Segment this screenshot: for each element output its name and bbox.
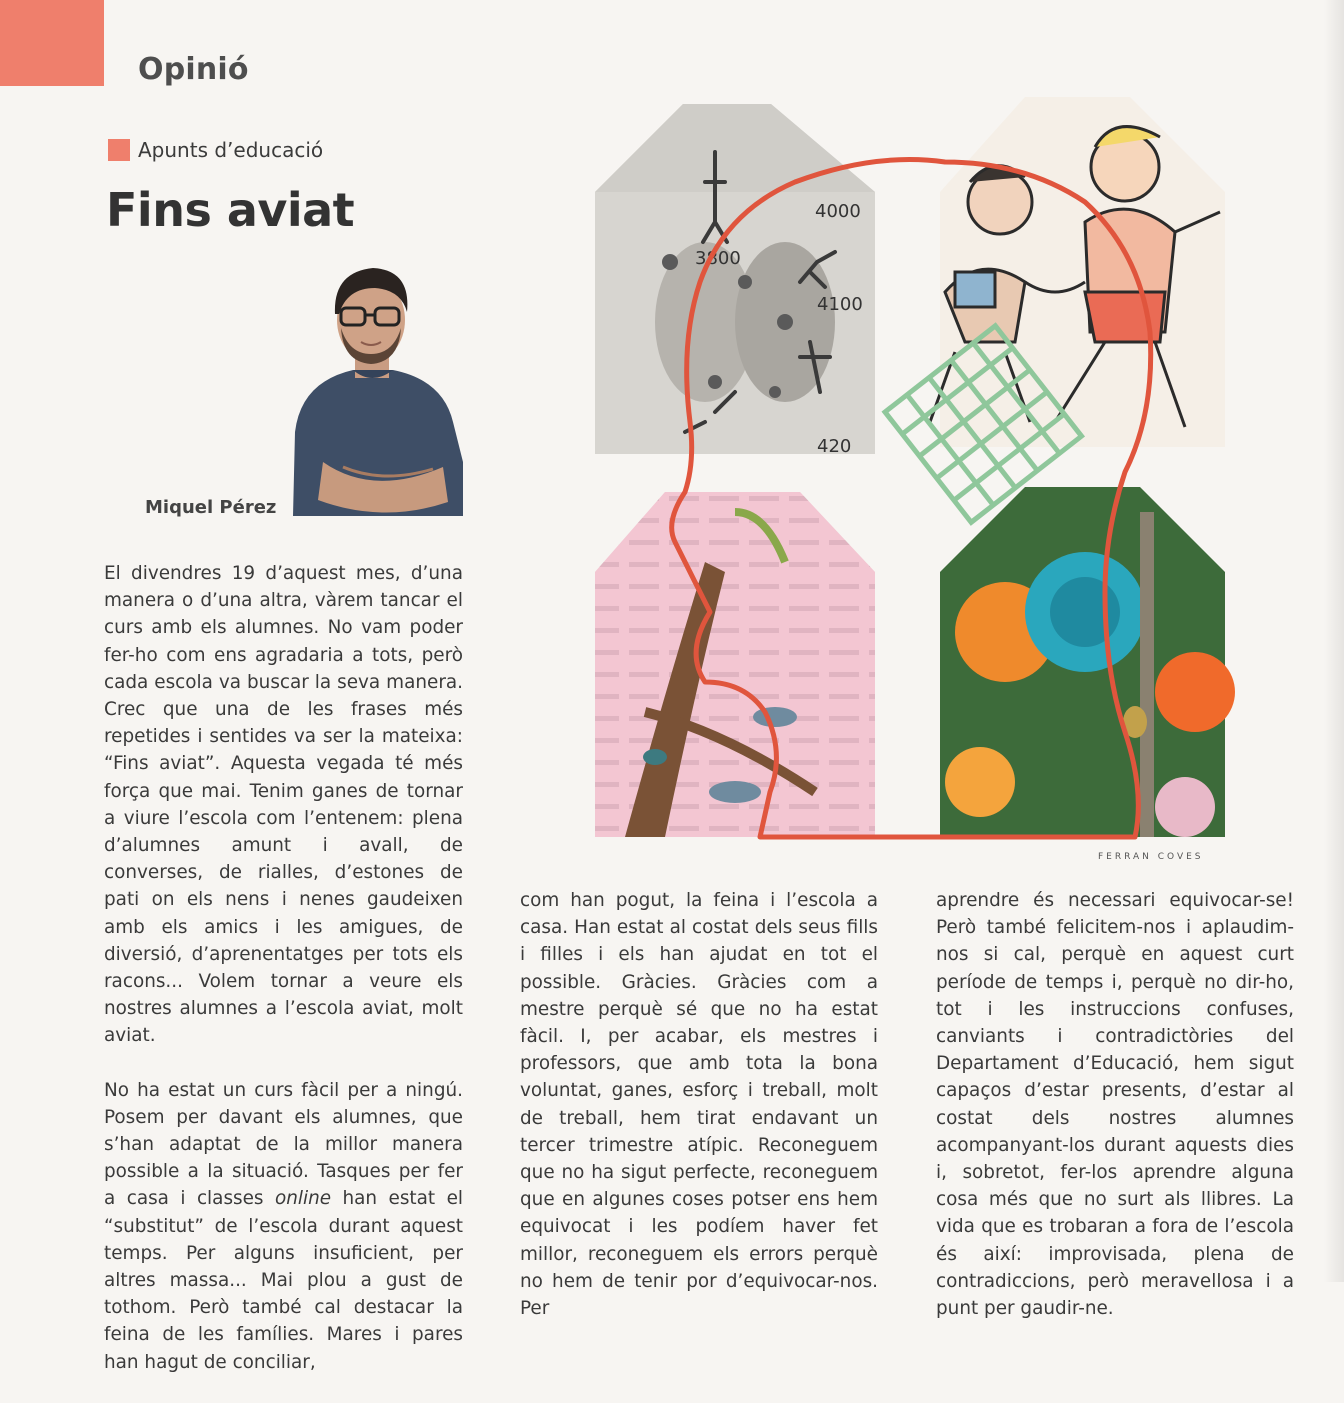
page-edge-shadow: [1324, 0, 1344, 1282]
paragraph-3: com han pogut, la feina i l’escola a casa. Han estat al costat dels seus fills i filles i els han ajudat en tot el possible. Gràcies. Gràcies com a mestre perquè sé que no ha estat fàcil. I, per acabar, els mestres i professors, que amb tota la bona voluntat, ganes, esforç i treball, molt de treball, hem tirat endavant un tercer trimestre atípic. Reconeguem que no ha sigut perfecte, reconeguem que en algunes coses potser ens hem equivocat i les podíem haver fet millor, reconeguem els errors perquè no hem de tenir por d’equivocar-nos. Per: [520, 890, 878, 1320]
paragraph-2-part-a: No ha estat un curs fàcil per a ningú. Posem per davant els alumnes, que s’han adaptat de la millor manera possible a la situació. Tasques per fer a casa i classes: [104, 1079, 463, 1210]
illustration-credit: FERRAN COVES: [1098, 852, 1204, 862]
stamp-value-2: 3800: [695, 248, 741, 269]
section-tab: [0, 0, 104, 86]
paragraph-2-emphasis: online: [274, 1188, 332, 1210]
stamp-value-3: 4100: [817, 294, 863, 315]
author-name: Miquel Pérez: [145, 497, 277, 518]
collage-illustration: [585, 92, 1245, 852]
paragraph-4: aprendre és necessari equivocar-se! Però també felicitem-nos i aplaudim-nos si cal, perquè en aquest curt període de temps i, perquè no dir-ho, tot i les instruccions confuses, canviants i contradictòries del Departament d’Educació, hem sigut capaços d’estar presents, d’estar al costat dels nostres alumnes acompanyant-los durant aquests dies i, sobretot, fer-los aprendre alguna cosa més que no surt als llibres. La vida que es trobaran a fora de l’escola és així: improvisada, plena de contradiccions, però meravellosa i a punt per gaudir-ne.: [936, 890, 1294, 1320]
paragraph-1: El divendres 19 d’aquest mes, d’una manera o d’una altra, vàrem tancar el curs amb els alumnes. No vam poder fer-ho com ens agradaria a tots, però cada escola va buscar la seva manera. Crec que una de les frases més repetides i sentides va ser la mateixa: “Fins aviat”. Aquesta vegada té més força que mai. Tenim ganes de tornar a viure l’escola com l’entenem: plena d’alumnes amunt i avall, de converses, de rialles, d’estones de pati on els nens i nenes gaudeixen amb els amics i les amigues, de diversió, d’aprenentatges per tots els racons... Volem tornar a veure els nostres alumnes a l’escola aviat, molt aviat.: [104, 563, 463, 1047]
paragraph-2-part-b: han estat el “substitut” de l’escola durant aquest temps. Per alguns insuficient, per altres massa... Mai plou a gust de tothom. Però també cal destacar la feina de les famílies. Mares i pares han hagut de conciliar,: [104, 1188, 463, 1373]
section-title: Opinió: [138, 52, 249, 87]
rubric: [108, 138, 323, 162]
stamp-value-4: 420: [817, 436, 852, 457]
article-column-2: [520, 887, 878, 1349]
article-column-3: [936, 887, 1294, 1349]
author-photo: [283, 262, 463, 516]
rubric-label: Apunts d’educació: [138, 138, 324, 162]
rubric-square-icon: [108, 139, 130, 161]
article-title: Fins aviat: [106, 183, 355, 237]
article-column-1: [104, 560, 463, 1403]
paragraph-2: [104, 1077, 463, 1376]
stamp-value-1: 4000: [815, 201, 861, 222]
